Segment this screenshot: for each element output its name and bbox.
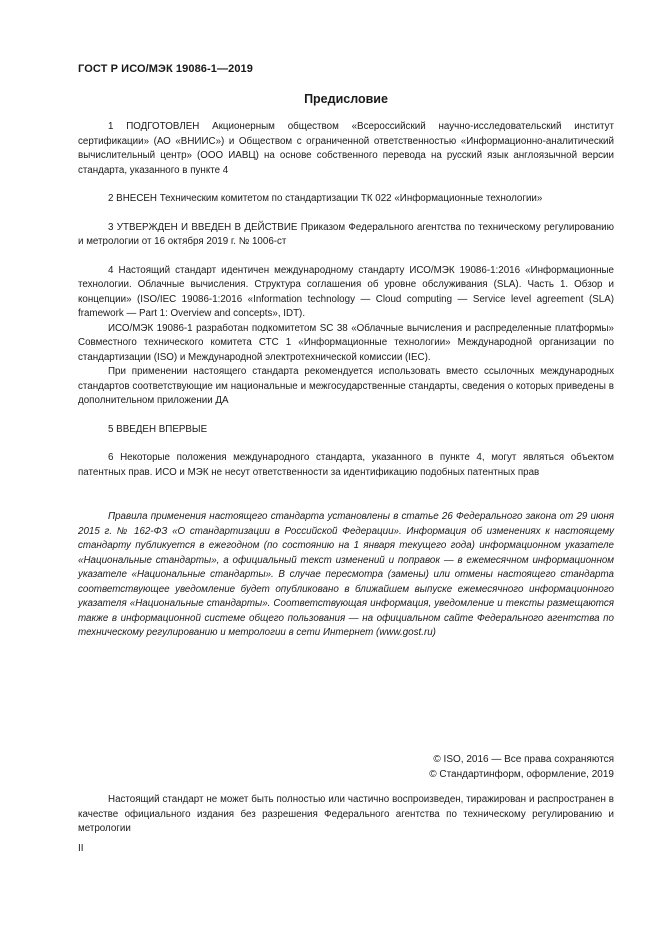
iso-copyright: © ISO, 2016 — Все права сохраняются bbox=[433, 754, 614, 765]
foreword-item-4-application: При применении настоящего стандарта рекомендуется использовать вместо ссылочных международных стандартов соответствующие им национальные и межгосударственные стандарты, сведения о которых приведены в дополнительном приложении ДА bbox=[78, 366, 614, 406]
page-number: II bbox=[78, 843, 84, 854]
foreword-item-6: 6 Некоторые положения международного стандарта, указанного в пункте 4, могут являться объектом патентных прав. ИСО и МЭК не несут ответственности за идентификацию подобных патентных прав bbox=[78, 452, 614, 478]
foreword-title: Предисловие bbox=[304, 92, 388, 106]
foreword-item-5: 5 ВВЕДЕН ВПЕРВЫЕ bbox=[108, 423, 208, 435]
spacer bbox=[78, 250, 614, 264]
spacer bbox=[78, 437, 614, 451]
foreword-item-3: 3 УТВЕРЖДЕН И ВВЕДЕН В ДЕЙСТВИЕ Приказом Федерального агентства по техническому регулированию и метрологии от 16 октября 2019 г. № 1006-ст bbox=[78, 221, 614, 247]
spacer bbox=[78, 409, 614, 423]
standartinform-copyright: © Стандартинформ, оформление, 2019 bbox=[429, 769, 614, 780]
foreword-item-4-developer: ИСО/МЭК 19086-1 разработан подкомитетом SC 38 «Облачные вычисления и распределенные платформы» Совместного технического комитета СТС 1 «Информационные технологии» Международной организации по стандартизации (ISO) и Международной электротехнической комиссии (IEC). bbox=[78, 322, 614, 363]
document-code: ГОСТ Р ИСО/МЭК 19086-1—2019 bbox=[78, 63, 253, 75]
foreword-item-2: 2 ВНЕСЕН Техническим комитетом по стандартизации ТК 022 «Информационные технологии» bbox=[108, 193, 543, 204]
copyright-block bbox=[78, 752, 614, 782]
reproduction-notice: Настоящий стандарт не может быть полностью или частично воспроизведен, тиражирован и распространен в качестве официального издания без разрешения Федерального агентства по техническому регулированию и метрологии bbox=[78, 794, 614, 834]
foreword-item-4: 4 Настоящий стандарт идентичен международному стандарту ИСО/МЭК 19086-1:2016 «Информационные технологии. Облачные вычисления. Структура соглашения об уровне обслуживания (SLA). Часть 1. Обзор и концепции» (ISO/IEC 19086-1:2016 «Information technology — Cloud computing — Service level agreement (SLA) framework — Part 1: Overview and concepts», IDT). bbox=[78, 264, 614, 319]
spacer bbox=[78, 207, 614, 221]
application-rules-notice: Правила применения настоящего стандарта установлены в статье 26 Федерального закона от 29 июня 2015 г. № 162-ФЗ «О стандартизации в Российской Федерации». Информация об изменениях к настоящему стандарту публикуется в ежегодном (по состоянию на 1 января текущего года) информационном указателе «Национальные стандарты», а официальный текст изменений и поправок — в ежемесячном информационном указателе «Национальные стандарты». В случае пересмотра (замены) или отмены настоящего стандарта соответствующее уведомление будет опубликовано в ближайшем выпуске ежемесячного информационного указателя «Национальные стандарты». Соответствующая информация, уведомление и тексты размещаются также в информационной системе общего пользования — на официальном сайте Федерального агентства по техническому регулированию и метрологии в сети Интернет (www.gost.ru) bbox=[78, 511, 614, 638]
spacer bbox=[78, 178, 614, 192]
foreword-body bbox=[78, 120, 614, 641]
foreword-item-1: 1 ПОДГОТОВЛЕН Акционерным обществом «Всероссийский научно-исследовательский институт сертификации» (АО «ВНИИС») и Обществом с ограниченной ответственностью «Информационно-аналитический вычислительный центр» (ООО ИАВЦ) на основе собственного перевода на русский язык англоязычной версии стандарта, указанного в пункте 4 bbox=[78, 121, 614, 176]
